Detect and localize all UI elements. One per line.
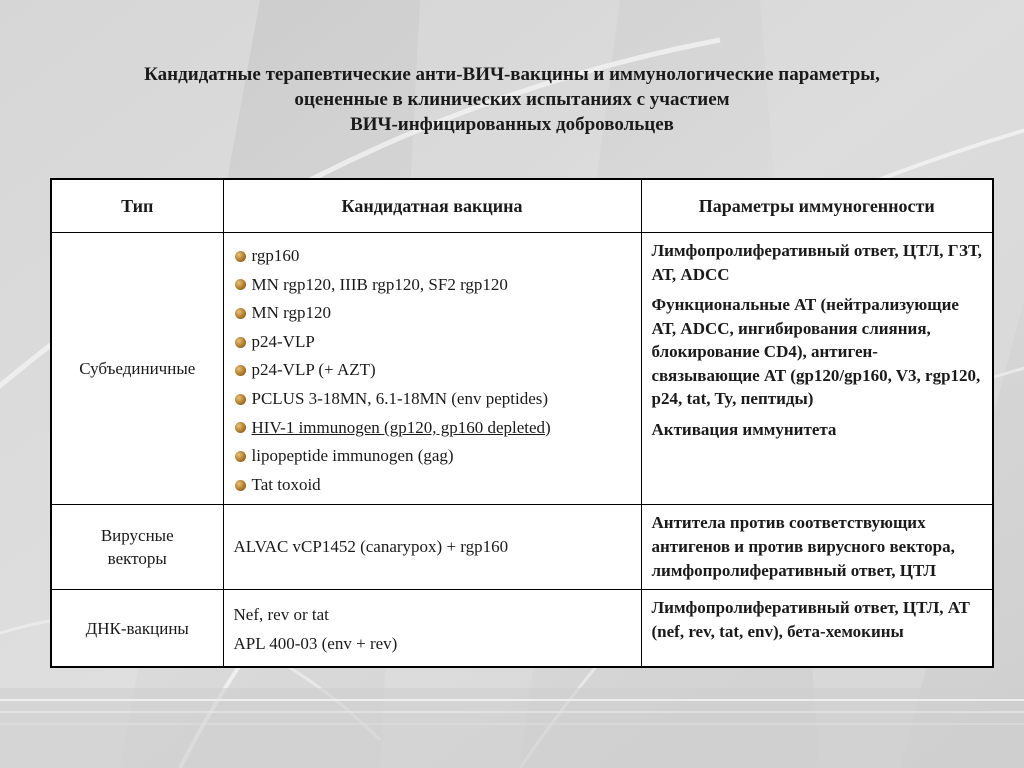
list-item <box>235 328 640 357</box>
slide-title <box>40 62 984 137</box>
list-item <box>235 442 640 471</box>
type-line: Вирусные <box>100 526 174 546</box>
list-item <box>235 356 640 385</box>
vaccine-cell-viral: ALVAC vCP1452 (canarypox) + rgp160 <box>223 505 641 590</box>
type-cell-viral <box>51 505 223 590</box>
vaccine-name: PCLUS 3-18MN, 6.1-18MN (env peptides) <box>251 388 549 408</box>
title-line: Кандидатные терапевтические анти-ВИЧ-вакцины и иммунологические параметры, <box>144 64 880 85</box>
vaccine-name: lipopeptide immunogen (gag) <box>251 446 454 466</box>
bullet-icon <box>235 394 246 405</box>
table-row <box>51 505 993 590</box>
header-params: Параметры иммуногенности <box>641 179 993 233</box>
list-item <box>235 271 640 300</box>
list-item <box>235 385 640 414</box>
vaccine-name: rgp160 <box>251 246 300 265</box>
bullet-icon <box>235 422 246 433</box>
params-paragraph: Активация иммунитета <box>651 419 837 439</box>
params-paragraph: Лимфопролиферативный ответ, ЦТЛ, ГЗТ, АТ, ADCC <box>651 241 982 284</box>
vaccine-name: APL 400-03 (env + rev) <box>233 634 398 654</box>
bullet-icon <box>235 451 246 462</box>
header-vaccine: Кандидатная вакцина <box>223 179 641 233</box>
list-item <box>235 242 640 271</box>
table-header-row <box>51 179 993 233</box>
bullet-icon <box>235 337 246 348</box>
bullet-icon <box>235 279 246 290</box>
list-item <box>235 414 640 443</box>
params-cell-dna: Лимфопролиферативный ответ, ЦТЛ, АТ (nef, rev, tat, env), бета-хемокины <box>641 590 993 668</box>
vaccine-name: HIV-1 immunogen (gp120, gp160 depleted) <box>251 417 551 437</box>
title-line: оцененные в клинических испытаниях с участием <box>294 89 730 110</box>
table-row <box>51 233 993 505</box>
vaccine-list <box>225 234 640 503</box>
title-line: ВИЧ-инфицированных добровольцев <box>350 114 674 135</box>
vaccine-name: p24-VLP <box>251 331 315 351</box>
params-paragraph: Функциональные АТ (нейтрализующие АТ, ADCC, ингибирования слияния, блокирование CD4), антиген-связывающие АТ (gp120/gp160, V3, rgp120, p24, tat, Ty, пептиды) <box>651 295 981 408</box>
vaccine-name: MN rgp120, IIIB rgp120, SF2 rgp120 <box>251 274 508 294</box>
type-cell-subunit: Субъединичные <box>51 233 223 505</box>
vaccine-name: MN rgp120 <box>251 303 331 323</box>
vaccine-name: Tat toxoid <box>251 474 321 494</box>
type-line: векторы <box>107 549 167 569</box>
vaccines-table <box>50 178 994 668</box>
list-item <box>235 471 640 500</box>
vaccine-cell-dna <box>223 590 641 668</box>
params-cell-subunit <box>641 233 993 505</box>
vaccine-name: Nef, rev or tat <box>233 605 329 625</box>
vaccine-cell-subunit <box>223 233 641 505</box>
bullet-icon <box>235 365 246 376</box>
bullet-icon <box>235 251 246 262</box>
list-item <box>235 299 640 328</box>
vaccine-name: p24-VLP (+ AZT) <box>251 360 376 380</box>
params-cell-viral: Антитела против соответствующих антигенов и против вирусного вектора, лимфопролиферативный ответ, ЦТЛ <box>641 505 993 590</box>
type-cell-dna: ДНК-вакцины <box>51 590 223 668</box>
header-type: Тип <box>51 179 223 233</box>
bullet-icon <box>235 480 246 491</box>
bullet-icon <box>235 308 246 319</box>
table-row <box>51 590 993 668</box>
